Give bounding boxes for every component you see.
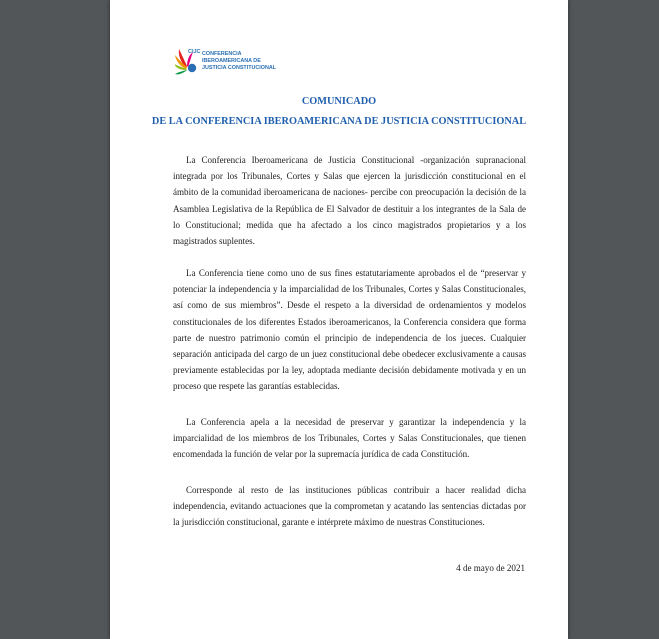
cijc-logo [175,44,295,80]
logo-line-3: JUSTICIA CONSTITUCIONAL [202,65,277,71]
document-page [110,0,568,639]
logo-line-1: CONFERENCIA [202,51,242,57]
document-subtitle: DE LA CONFERENCIA IBEROAMERICANA DE JUSTICIA CONSTITUCIONAL [151,116,527,127]
logo-line-2: IBEROAMERICANA DE [202,58,261,64]
paragraph-1: La Conferencia Iberoamericana de Justicia Constitucional -organización supranacional integrada por los Tribunales, Cortes y Salas que ejercen la jurisdicción constitucional en el ámbito de la comunidad iberoamericana de naciones- percibe con preocupación la decisión de la Asamblea Legislativa de la República de El Salvador de destituir a los integrantes de la Sala de lo Constitucional; medida que ha afectado a los cinco magistrados propietarios y a los magistrados suplentes. [173,155,526,247]
paragraph-3: La Conferencia apela a la necesidad de preservar y garantizar la independencia y la imparcialidad de los miembros de los Tribunales, Cortes y Salas Constitucionales, que tienen encomendada la función de velar por la supremacía jurídica de cada Constitución. [173,417,526,460]
logo-acronym: CIJC [188,49,201,55]
document-date: 4 de mayo de 2021 [456,563,525,573]
paragraph-2: La Conferencia tiene como uno de sus fines estatutariamente aprobados el de “preservar y potenciar la independencia y la imparcialidad de los Tribunales, Cortes y Salas Constitucionales, así como de sus miembros”. Desde el respeto a la diversidad de ordenamientos y modelos constitucionales de los diferentes Estados iberoamericanos, la Conferencia considera que forma parte de nuestro patrimonio común el principio de independencia de los jueces. Cualquier separación anticipada del cargo de un juez constitucional debe obedecer exclusivamente a causas previamente establecidas por la ley, adoptada mediante decisión debidamente motivada y en un proceso que respete las garantías establecidas. [173,268,526,392]
paragraph-4: Corresponde al resto de las instituciones públicas contribuir a hacer realidad dicha independencia, evitando actuaciones que la comprometan y acatando las sentencias dictadas por la jurisdicción constitucional, garante e intérprete máximo de nuestras Constituciones. [173,485,526,528]
document-title: COMUNICADO [301,96,377,107]
